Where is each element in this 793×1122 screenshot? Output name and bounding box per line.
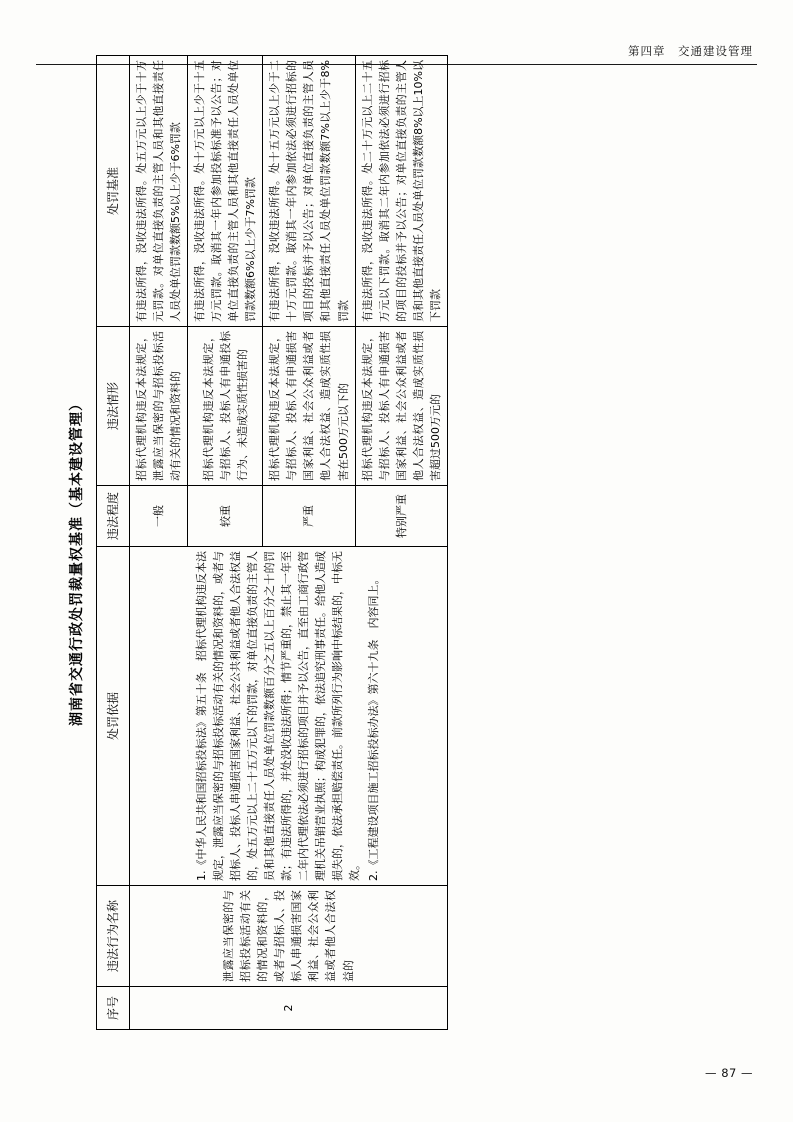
cell-case: 招标代理机构违反本法规定，与招标人、投标人有申通损害国家利益、社会公众利益或者他人合法权益、造成实质性损害超过500万元的 <box>355 327 447 486</box>
cell-standard: 有违法所得，没收违法所得。处二十万元以上二十五万元以下罚款。取消其二年内参加依法必须进行招标的项目的投标并予以公告；对单位直接负责的主管人员和其他直接责任人员处单位罚款数额8%以上10%以下罚款 <box>355 56 447 327</box>
penalty-discretion-table <box>96 55 448 1030</box>
cell-standard: 有违法所得，没收违法所得。处十万元以上少于十五万元罚款。取消其一年内参加投标标准予以公告；对单位直接负责的主管人员和其他直接责任人员处单位罚款数额6%以上少于7%罚款 <box>188 56 263 327</box>
cell-standard: 有违法所得，没收违法所得。处五万元以上少于十万元罚款。对单位直接负责的主管人员和其他直接责任人员处单位罚款数额5%以上少于6%罚款 <box>130 56 188 327</box>
table-row <box>130 56 188 1030</box>
column-header-seq: 序号 <box>97 987 130 1030</box>
page-number: — 87 — <box>705 1066 753 1080</box>
column-header-standard: 处罚基准 <box>97 56 130 327</box>
column-header-basis: 处罚依据 <box>97 547 130 886</box>
table-header-row <box>97 56 130 1030</box>
rotated-table-inner <box>66 60 726 1036</box>
table-title: 湖南省交通行政处罚裁量权基准（基本建设管理） <box>69 396 85 726</box>
cell-degree: 一般 <box>130 486 188 547</box>
column-header-degree: 违法程度 <box>97 486 130 547</box>
cell-degree: 较重 <box>188 486 263 547</box>
cell-degree: 特别严重 <box>355 486 447 547</box>
cell-case: 招标代理机构违反本法规定，与招标人、投标人有申通投标行为、未造成实质性损害的 <box>188 327 263 486</box>
cell-standard: 有违法所得，没收违法所得。处十五万元以上少于二十万元罚款。取消其一年内参加依法必须进行招标的项目的投标并予以公告；对单位直接负责的主管人员和其他直接责任人员处单位罚款数额7%以上少于8%罚款 <box>263 56 355 327</box>
cell-basis <box>130 547 448 886</box>
cell-seq: 2 <box>130 987 448 1030</box>
header-chapter-title: 第四章 交通建设管理 <box>628 44 753 58</box>
cell-degree: 严重 <box>263 486 355 547</box>
cell-case: 招标代理机构违反本法规定，泄露应当保密的与招标投标活动有关的情况和资料的 <box>130 327 188 486</box>
basis-paragraph-2: 2.《工程建设项目施工招标投标办法》第六十九条 内容同上。 <box>367 573 381 881</box>
cell-case: 招标代理机构违反本法规定，与招标人、投标人有申通损害国家利益、社会公众利益或者他人合法权益、造成实质性损害在500万元以下的 <box>263 327 355 486</box>
column-header-name: 违法行为名称 <box>97 886 130 987</box>
column-header-case: 违法情形 <box>97 327 130 486</box>
cell-violation-name: 泄露应当保密的与招标投标活动有关的情况和资料的，或者与招标人、投标人串通损害国家利益、社会公众利益或者他人合法权益的 <box>130 886 448 987</box>
basis-paragraph-1: 1.《中华人民共和国招标投标法》第五十条 招标代理机构违反本法规定，泄露应当保密的与招标投标活动有关的情况和资料的，或者与招标人、投标人串通损害国家利益、社会公共利益或者他人合法权益的，处五万元以上二十五万元以下的罚款，对单位直接负责的主管人员和其他直接责任人员处单位罚款数额百分之五以上百分之十的罚款；有违法所得的，并处没收违法所得；情节严重的，禁止其一年至二年内代理依法必须进行招标的项目并予以公告，直至由工商行政管理机关吊销营业执照；构成犯罪的，依法追究刑事责任。给他人造成损失的，依法承担赔偿责任。前款所列行为影响中标结果的，中标无效。 <box>194 551 362 881</box>
